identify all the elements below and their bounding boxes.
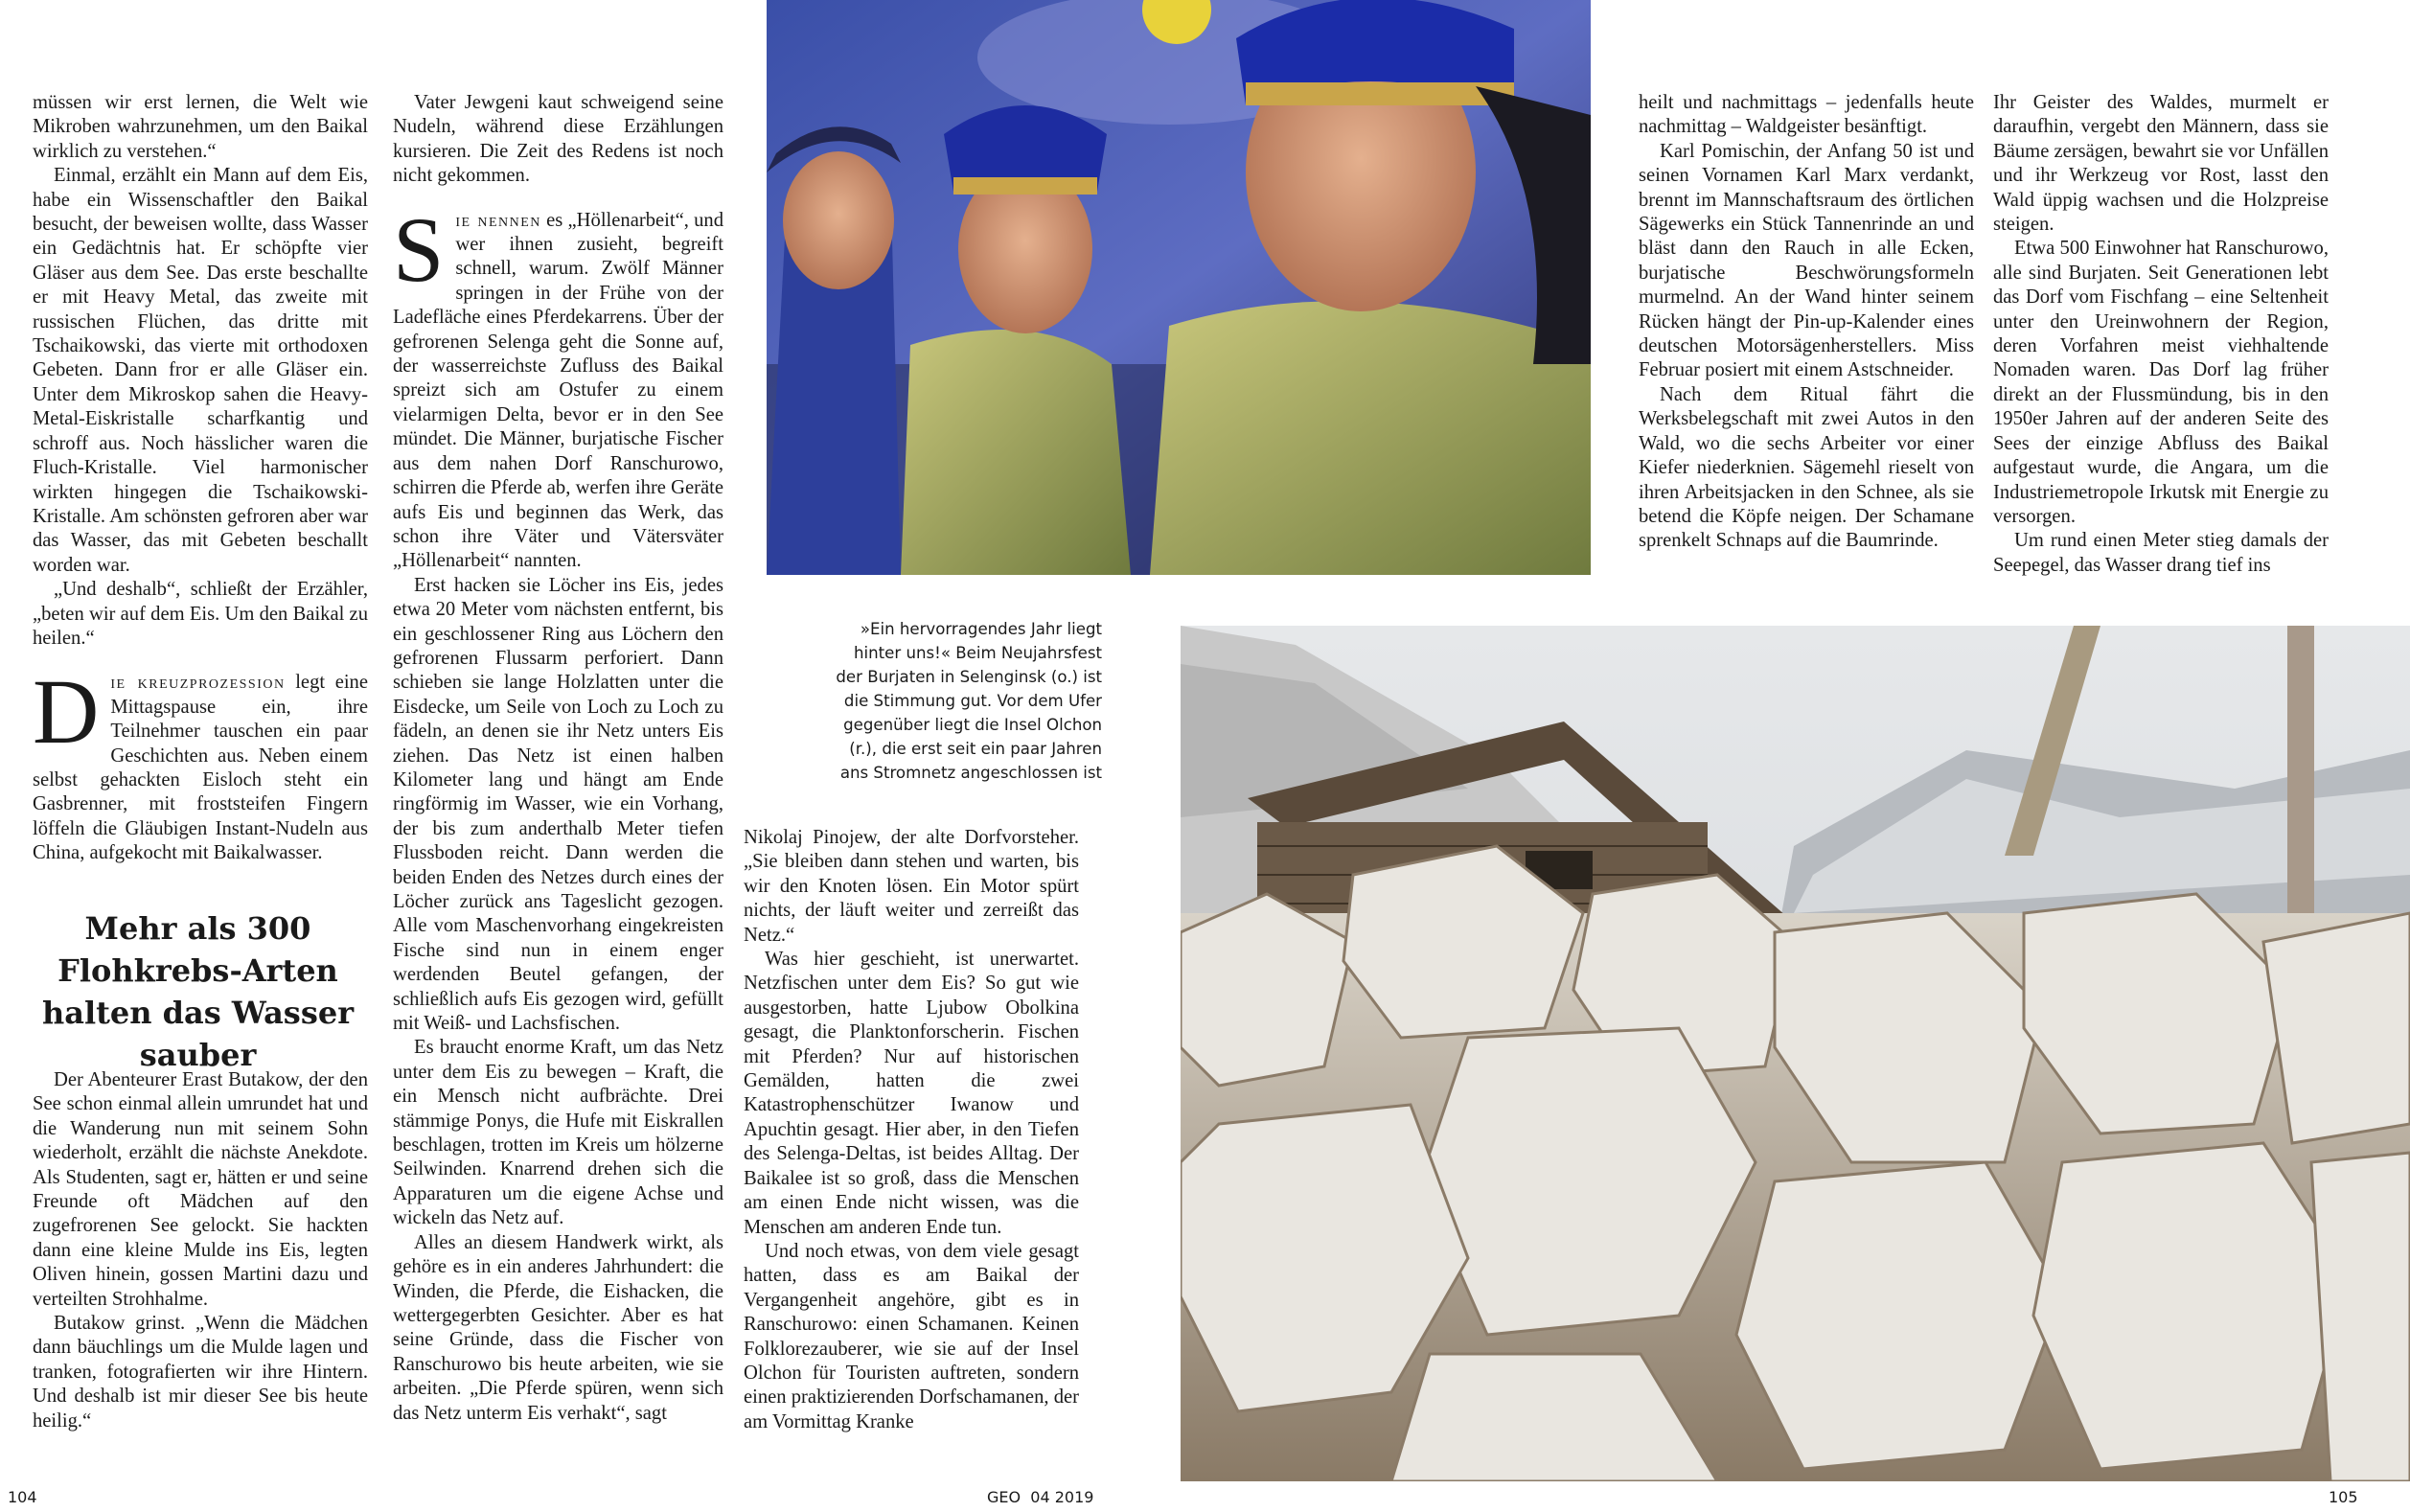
paragraph: Um rund einen Meter stieg damals der Seepegel, das Wasser drang tief ins (1993, 530, 2329, 576)
photo-olchon-ice-hut (1181, 626, 2410, 1481)
paragraph: Vater Jewgeni kaut schweigend seine Nudeln, während diese Erzählungen kursieren. Die Zeit des Redens ist noch nicht gekommen. (393, 92, 723, 187)
paragraph: Etwa 500 Einwohner hat Ranschurowo, alle sind Burjaten. Seit Generationen lebt das Dorf vom Fischfang – eine Seltenheit unter den Ureinwohnern der Region, deren Vorfahren meist viehhaltende Nomaden waren. Das Dorf lag früher direkt an der Flussmündung, bis in den 1950er Jahren auf der anderen Seite des Sees der einzige Abfluss des Baikal aufgestaut wurde, die Angara, um die Industriemetropole Irkutsk mit Energie zu versorgen. (1993, 238, 2329, 527)
column-4 (1639, 91, 1974, 554)
page-number-left: 104 (8, 1488, 37, 1506)
drop-cap: S (393, 197, 445, 301)
paragraph: Alles an diesem Handwerk wirkt, als gehöre es in ein anderes Jahrhundert: die Winden, die Pferde, die Eishacken, die wettergegerbten Gesichter. Aber es hat seine Gründe, dass die Fischer von Ranschurowo bis heute arbeiten, wie sie arbeiten. „Die Pferde spüren, wenn sich das Netz unterm Eis verhakt“, sagt (393, 1231, 723, 1424)
column-5 (1993, 91, 2329, 578)
paragraph: „Und deshalb“, schließt der Erzähler, „beten wir auf dem Eis. Um den Baikal zu heilen.“ (33, 579, 368, 649)
paragraph-dropcap: Sie nennen es „Höllenarbeit“, und wer ihnen zusieht, begreift schnell, warum. Zwölf Männer springen in der Frühe von der Ladefläche eines Pferdekarrens. Über der gefrorenen Selenga geht die Sonne auf, der wasserreichste Zufluss des Baikal spreizt sich am Ostufer zu einem vielarmigen Delta, bevor er in den See mündet. Die Männer, burjatische Fischer aus dem nahen Dorf Ranschurowo, schirren die Pferde ab, werfen ihre Geräte aufs Eis und beginnen das Werk, das schon ihre Väter und Vätersväter „Höllenarbeit“ nannten. (393, 197, 723, 572)
paragraph: Nikolaj Pinojew, der alte Dorfvorsteher. „Sie bleiben dann stehen und warten, bis wir den Knoten lösen. Ein Motor spürt nichts, der läuft weiter und zerreißt das Netz.“ (744, 827, 1079, 946)
paragraph: Und noch etwas, von dem viele gesagt hatten, dass es am Baikal der Vergangenheit angehöre, gibt es in Ranschurowo: einen Schamanen. Keinen Folklorezauberer, wie sie auf der Insel Olchon für Touristen auftreten, sondern einen praktizierenden Dorfschamanen, der am Vormittag Kranke (744, 1240, 1079, 1432)
column-3 (744, 826, 1079, 1434)
photo-caption: »Ein hervorragendes Jahr liegt hinter uns!« Beim Neujahrsfest der Burjaten in Selenginsk (o.) ist die Stimmung gut. Vor dem Ufer gegenüber liegt die Insel Olchon (r.), die erst seit ein paar Jahren ans Stromnetz angeschlossen ist (836, 620, 1102, 782)
paragraph: Butakow grinst. „Wenn die Mädchen dann bäuchlings um die Mulde lagen und tranken, fotografierten wir ihre Hintern. Und deshalb ist mir dieser See bis heute heilig.“ (33, 1313, 368, 1432)
column-2 (393, 91, 723, 1426)
magazine-issue: GEO 04 2019 (987, 1488, 1094, 1506)
paragraph: heilt und nachmittags – jedenfalls heute nachmittag – Waldgeister besänftigt. (1639, 92, 1974, 138)
paragraph-dropcap: Die kreuzprozession legt eine Mittagspause ein, ihre Teilnehmer tauschen ein paar Geschichten aus. Neben einem selbst gehackten Eisloch steht ein Gasbrenner, mit froststeifen Fingern löffeln die Gläubigen Instant-Nudeln aus China, aufgekocht mit Baikalwasser. (33, 660, 368, 864)
column-1 (33, 91, 368, 866)
column-1b (33, 1068, 368, 1433)
page-number-right: 105 (2329, 1488, 2358, 1506)
pull-quote: Mehr als 300 Flohkrebs-Arten halten das Wasser sauber (41, 910, 355, 1073)
lead-in: ie nennen (455, 209, 541, 231)
lead-in: ie kreuzprozession (110, 672, 286, 694)
paragraph: Karl Pomischin, der Anfang 50 ist und seinen Vornamen Karl Marx verdankt, brennt im Mannschaftsraum des örtlichen Sägewerks ein Stück Tannenrinde an und bläst dann den Rauch in alle Ecken, burjatische Beschwörungsformeln murmelnd. An der Wand hinter seinem Rücken hängt der Pin-up-Kalender eines deutschen Motorsägenherstellers. Miss Februar posiert mit einem Astschneider. (1639, 140, 1974, 381)
paragraph: Es braucht enorme Kraft, um das Netz unter dem Eis zu bewegen – Kraft, die ein Mensch nicht aufbrächte. Drei stämmige Ponys, die Hufe mit Eiskrallen beschlagen, trotten im Kreis um hölzerne Seilwinden. Knarrend drehen sich die Apparaturen um die eigene Achse und wickeln das Netz auf. (393, 1037, 723, 1229)
paragraph: Der Abenteurer Erast Butakow, der den See schon einmal allein umrundet hat und die Wanderung nun mit seinem Sohn wiederholt, erzählt die nächste Anekdote. Als Studenten, sagt er, hätten er und seine Freunde oft Mädchen auf den zugefrorenen See gelockt. Sie hackten dann eine kleine Mulde ins Eis, legten Oliven hinein, gossen Martini dazu und verteilten Strohhalme. (33, 1069, 368, 1310)
drop-cap: D (33, 660, 100, 764)
paragraph: Nach dem Ritual fährt die Werksbelegschaft mit zwei Autos in den Wald, wo die sechs Arbeiter vor einer Kiefer niederknien. Sägemehl rieselt von ihren Arbeitsjacken in den Schnee, als sie betend die Köpfe neigen. Der Schamane sprenkelt Schnaps auf die Baumrinde. (1639, 383, 1974, 552)
paragraph: Ihr Geister des Waldes, murmelt er daraufhin, vergebt den Männern, dass sie Bäume zersägen, bewahrt sie vor Unfällen und ihr Werkzeug vor Rost, lasst den Wald üppig wachsen und die Holzpreise steigen. (1993, 92, 2329, 236)
photo-buryat-celebration (767, 0, 1591, 575)
paragraph: Erst hacken sie Löcher ins Eis, jedes etwa 20 Meter vom nächsten entfernt, bis ein geschlossener Ring aus Löchern den gefrorenen Flussarm perforiert. Dann schieben sie lange Holzlatten unter die Eisdecke, um Seile von Loch zu Loch zu fädeln, an denen sie ihr Netz unters Eis ziehen. Das Netz ist einen halben Kilometer lang und hängt am Ende ringförmig im Wasser, wie ein Vorhang, der bis zum anderthalb Meter tiefen Flussboden reicht. Dann werden die beiden Enden des Netzes durch eines der Löcher zurück ans Tageslicht gezogen. Alle vom Maschenvorhang eingekreisten Fische sind nun in einem enger werdenden Beutel gefangen, der schließlich aufs Eis gezogen wird, gefüllt mit Weiß- und Lachsfischen. (393, 574, 723, 1035)
paragraph: Was hier geschieht, ist unerwartet. Netzfischen unter dem Eis? So gut wie ausgestorben, hatte Ljubow Obolkina gesagt, die Planktonforscherin. Fischen mit Pferden? Nur auf historischen Gemälden, hatten die zwei Katastrophenschützer Iwanow und Apuchtin gesagt. Hier aber, in den Tiefen des Selenga-Deltas, ist beides Alltag. Der Baikalee ist so groß, dass die Menschen am einen Ende nicht wissen, was die Menschen am anderen Ende tun. (744, 949, 1079, 1238)
paragraph: müssen wir erst lernen, die Welt wie Mikroben wahrzunehmen, um den Baikal wirklich zu verstehen.“ (33, 92, 368, 162)
paragraph: Einmal, erzählt ein Mann auf dem Eis, habe ein Wissenschaftler den Baikal besucht, der beweisen wollte, dass Wasser ein Gedächtnis hat. Er schöpfte vier Gläser aus dem See. Das erste beschallte er mit Heavy Metal, das zweite mit russischen Flüchen, das dritte mit Tschaikowski, das vierte mit orthodoxen Gebeten. Dann fror er alle Gläser ein. Unter dem Mikroskop sahen die Heavy-Metal-Eiskristalle scharfkantig und schroff aus. Noch hässlicher waren die Fluch-Kristalle. Viel harmonischer wirkten hingegen die Tschaikowski-Kristalle. Am schönsten gefroren aber war das Wasser, das mit Gebeten beschallt worden war. (33, 165, 368, 576)
